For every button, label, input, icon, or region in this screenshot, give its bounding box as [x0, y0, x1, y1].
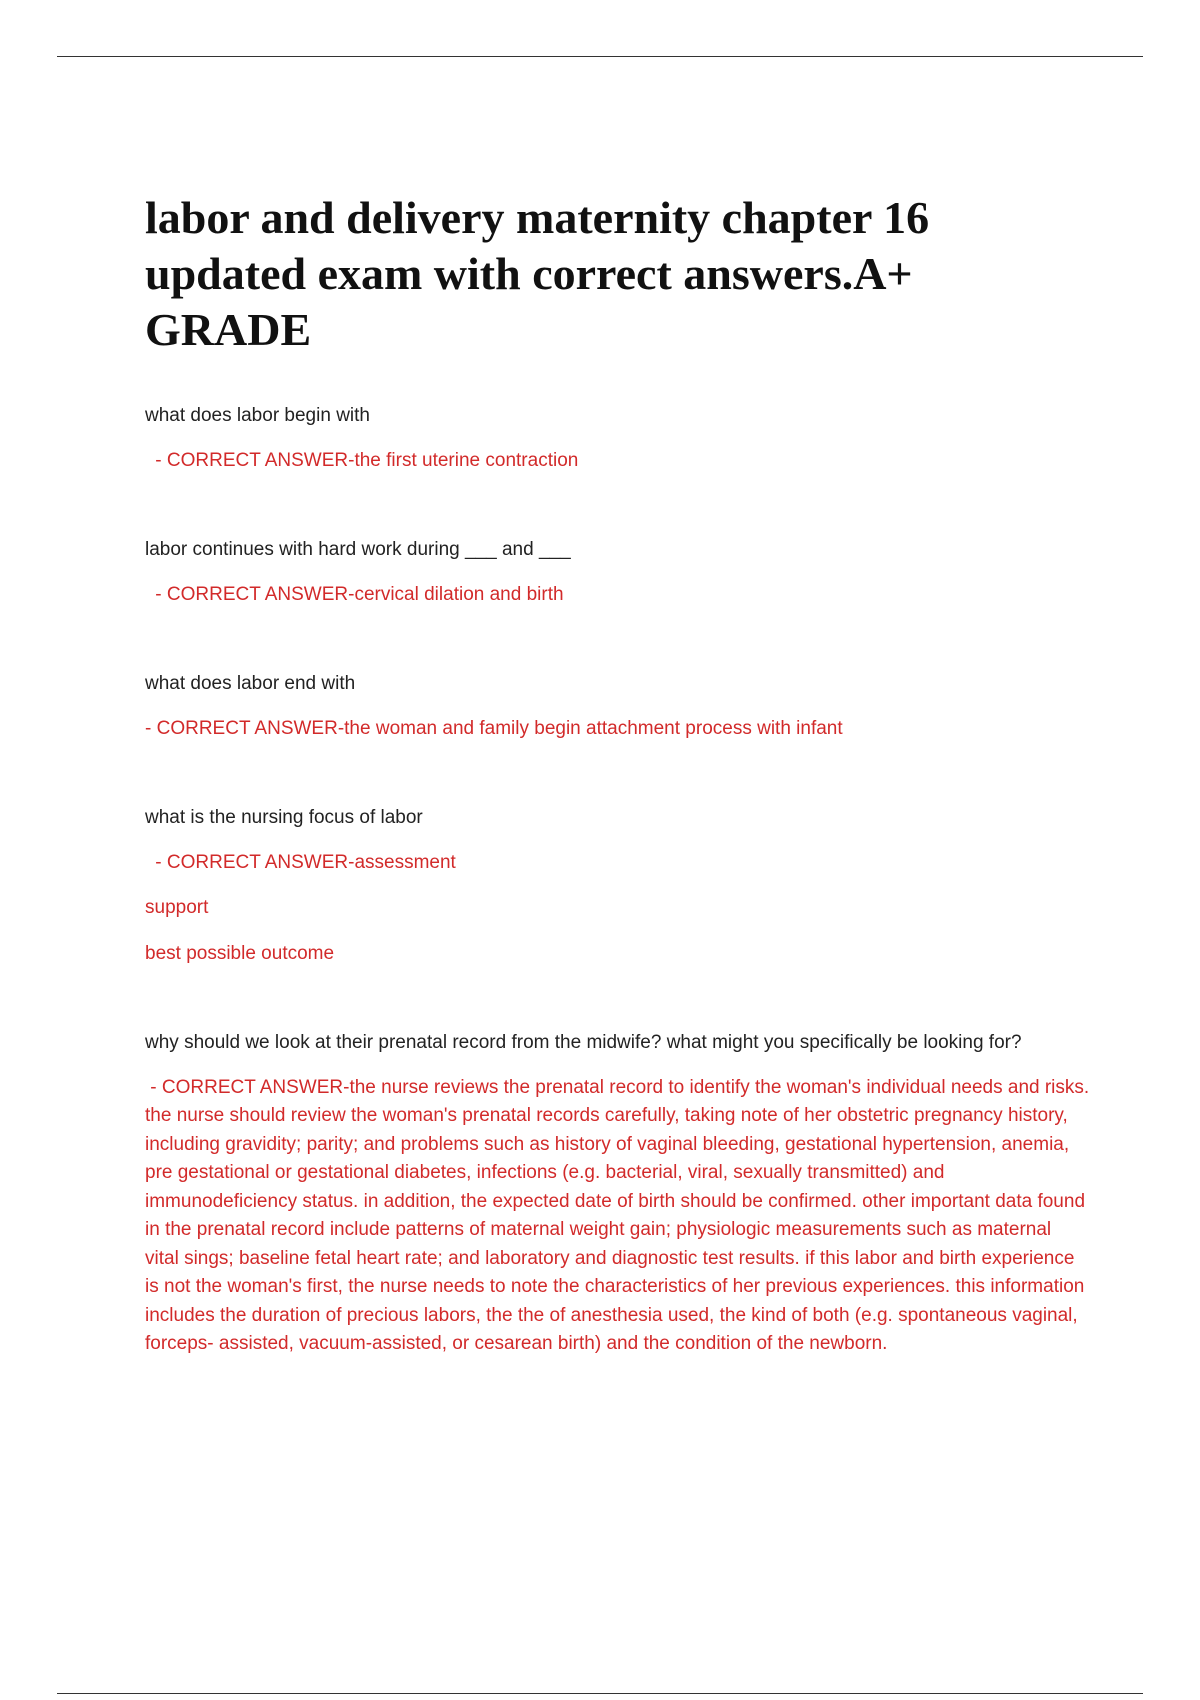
correct-answer-text: - CORRECT ANSWER-the nurse reviews the prenatal record to identify the woman's individual needs and risks. the nurse should review the woman's prenatal records carefully, taking note of her obstetric pregnancy history, including gravidity; parity; and problems such as history of vaginal bleeding, gestational hypertension, anemia, pre gestational or gestational diabetes, infections (e.g. bacterial, viral, sexually transmitted) and immunodeficiency status. in addition, the expected date of birth should be confirmed. other important data found in the prenatal record include patterns of maternal weight gain; physiologic measurements such as maternal vital sings; baseline fetal heart rate; and laboratory and diagnostic test results. if this labor and birth experience is not the woman's first, the nurse needs to note the characteristics of her previous experiences. this information includes the duration of precious labors, the the of anesthesia used, the kind of both (e.g. spontaneous vaginal, forceps- assisted, vacuum-assisted, or cesarean birth) and the condition of the newborn. — [145, 1076, 1095, 1354]
correct-answer-text: - CORRECT ANSWER-cervical dilation and birth — [150, 583, 564, 605]
bottom-divider — [57, 1693, 1143, 1694]
correct-answer-text: support — [145, 897, 209, 918]
correct-answer-text: - CORRECT ANSWER-assessment — [150, 851, 456, 873]
qa-item — [145, 536, 1090, 609]
qa-list — [145, 402, 1095, 1420]
top-divider — [57, 56, 1143, 57]
correct-answer-text: - CORRECT ANSWER-the woman and family begin attachment process with infant — [145, 717, 843, 739]
correct-answer-text: - CORRECT ANSWER-the first uterine contraction — [150, 449, 579, 471]
question-text: what does labor begin with — [145, 405, 370, 426]
qa-item — [145, 1029, 1095, 1359]
question-text: what does labor end with — [145, 673, 356, 694]
question-text: why should we look at their prenatal record from the midwife? what might you specifically be looking for? — [145, 1032, 1022, 1053]
qa-item — [145, 804, 1090, 968]
correct-answer-text: best possible outcome — [145, 942, 335, 964]
question-text: what is the nursing focus of labor — [145, 807, 423, 828]
qa-item — [145, 402, 1090, 475]
document-title: labor and delivery maternity chapter 16 updated exam with correct answers.A+ GRADE — [145, 192, 930, 355]
question-text: labor continues with hard work during ___ and ___ — [145, 539, 571, 560]
qa-item — [145, 670, 1090, 743]
